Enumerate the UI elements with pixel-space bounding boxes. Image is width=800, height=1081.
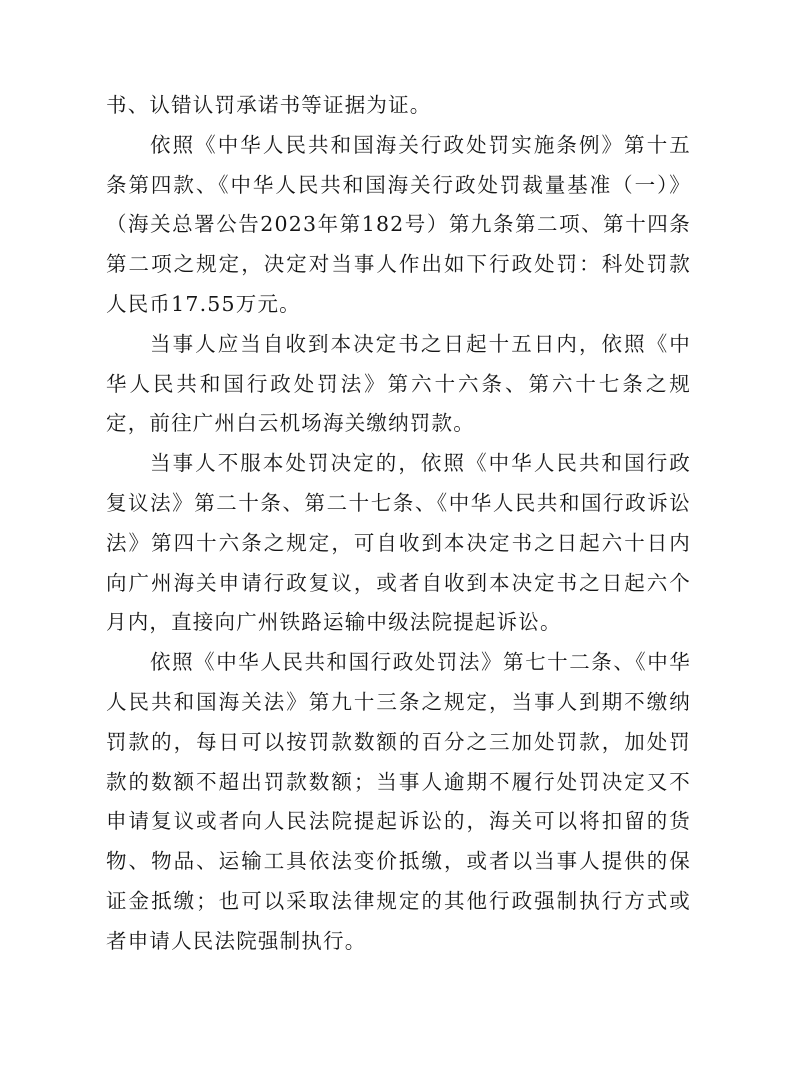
paragraph-appeal-rights: 当事人不服本处罚决定的，依照《中华人民共和国行政复议法》第二十条、第二十七条、《中华人民共和国行政诉讼法》第四十六条之规定，可自收到本决定书之日起六十日内向广州海关申请行政复议，或者自收到本决定书之日起六个月内，直接向广州铁路运输中级法院提起诉讼。 (106, 451, 691, 635)
paragraph-penalty-decision: 依照《中华人民共和国海关行政处罚实施条例》第十五条第四款、《中华人民共和国海关行政处罚裁量基准（一）》（海关总署公告2023年第182号）第九条第二项、第十四条第二项之规定，决定对当事人作出如下行政处罚：科处罚款人民币17.55万元。 (106, 132, 691, 316)
document-body (106, 86, 691, 962)
paragraph-enforcement: 依照《中华人民共和国行政处罚法》第七十二条、《中华人民共和国海关法》第九十三条之规定，当事人到期不缴纳罚款的，每日可以按罚款数额的百分之三加处罚款，加处罚款的数额不超出罚款数额；当事人逾期不履行处罚决定又不申请复议或者向人民法院提起诉讼的，海关可以将扣留的货物、物品、运输工具依法变价抵缴，或者以当事人提供的保证金抵缴；也可以采取法律规定的其他行政强制执行方式或者申请人民法院强制执行。 (106, 650, 691, 953)
paragraph-evidence-continuation: 书、认错认罚承诺书等证据为证。 (106, 93, 432, 117)
paragraph-payment-deadline: 当事人应当自收到本决定书之日起十五日内，依照《中华人民共和国行政处罚法》第六十六条、第六十七条之规定，前往广州白云机场海关缴纳罚款。 (106, 331, 691, 436)
